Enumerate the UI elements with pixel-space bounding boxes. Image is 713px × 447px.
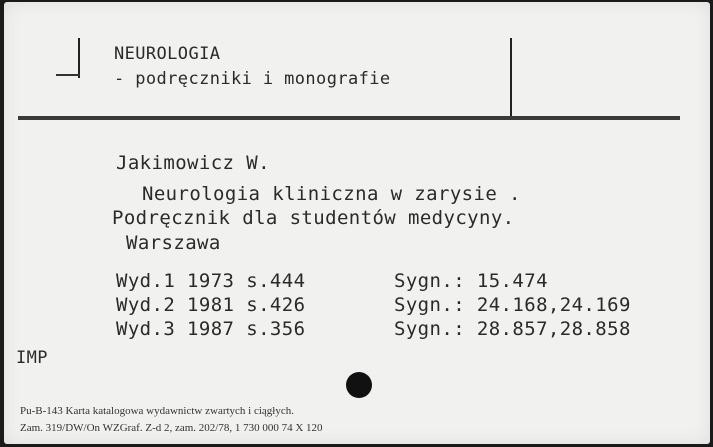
edition-2: Wyd.2 1981 s.426: [116, 294, 306, 316]
header-divider: [18, 116, 680, 120]
footer-line-1: Pu-B-143 Karta katalogowa wydawnictw zwartych i ciągłych.: [20, 405, 294, 417]
signature-3: Sygn.: 28.857,28.858: [394, 318, 631, 340]
header-left-rule: [78, 38, 80, 78]
signature-1: Sygn.: 15.474: [394, 270, 548, 292]
catalog-card: [4, 2, 710, 444]
footer-line-2: Zam. 319/DW/On WZGraf. Z-d 2, zam. 202/78, 1 730 000 74 X 120: [20, 422, 323, 434]
subject-subheading: - podręczniki i monografie: [114, 69, 391, 89]
subject-heading: NEUROLOGIA: [114, 44, 221, 64]
publication-place: Warszawa: [126, 232, 221, 254]
signature-2: Sygn.: 24.168,24.169: [394, 294, 631, 316]
header-right-rule: [510, 38, 512, 118]
title-line-2: Podręcznik dla studentów medycyny.: [112, 207, 515, 229]
punch-hole: [346, 372, 372, 398]
header-left-tick: [56, 74, 80, 76]
edition-1: Wyd.1 1973 s.444: [116, 270, 306, 292]
title-line-1: Neurologia kliniczna w zarysie .: [142, 183, 521, 205]
author: Jakimowicz W.: [116, 152, 270, 174]
edition-3: Wyd.3 1987 s.356: [116, 318, 306, 340]
imp-mark: IMP: [16, 348, 48, 368]
